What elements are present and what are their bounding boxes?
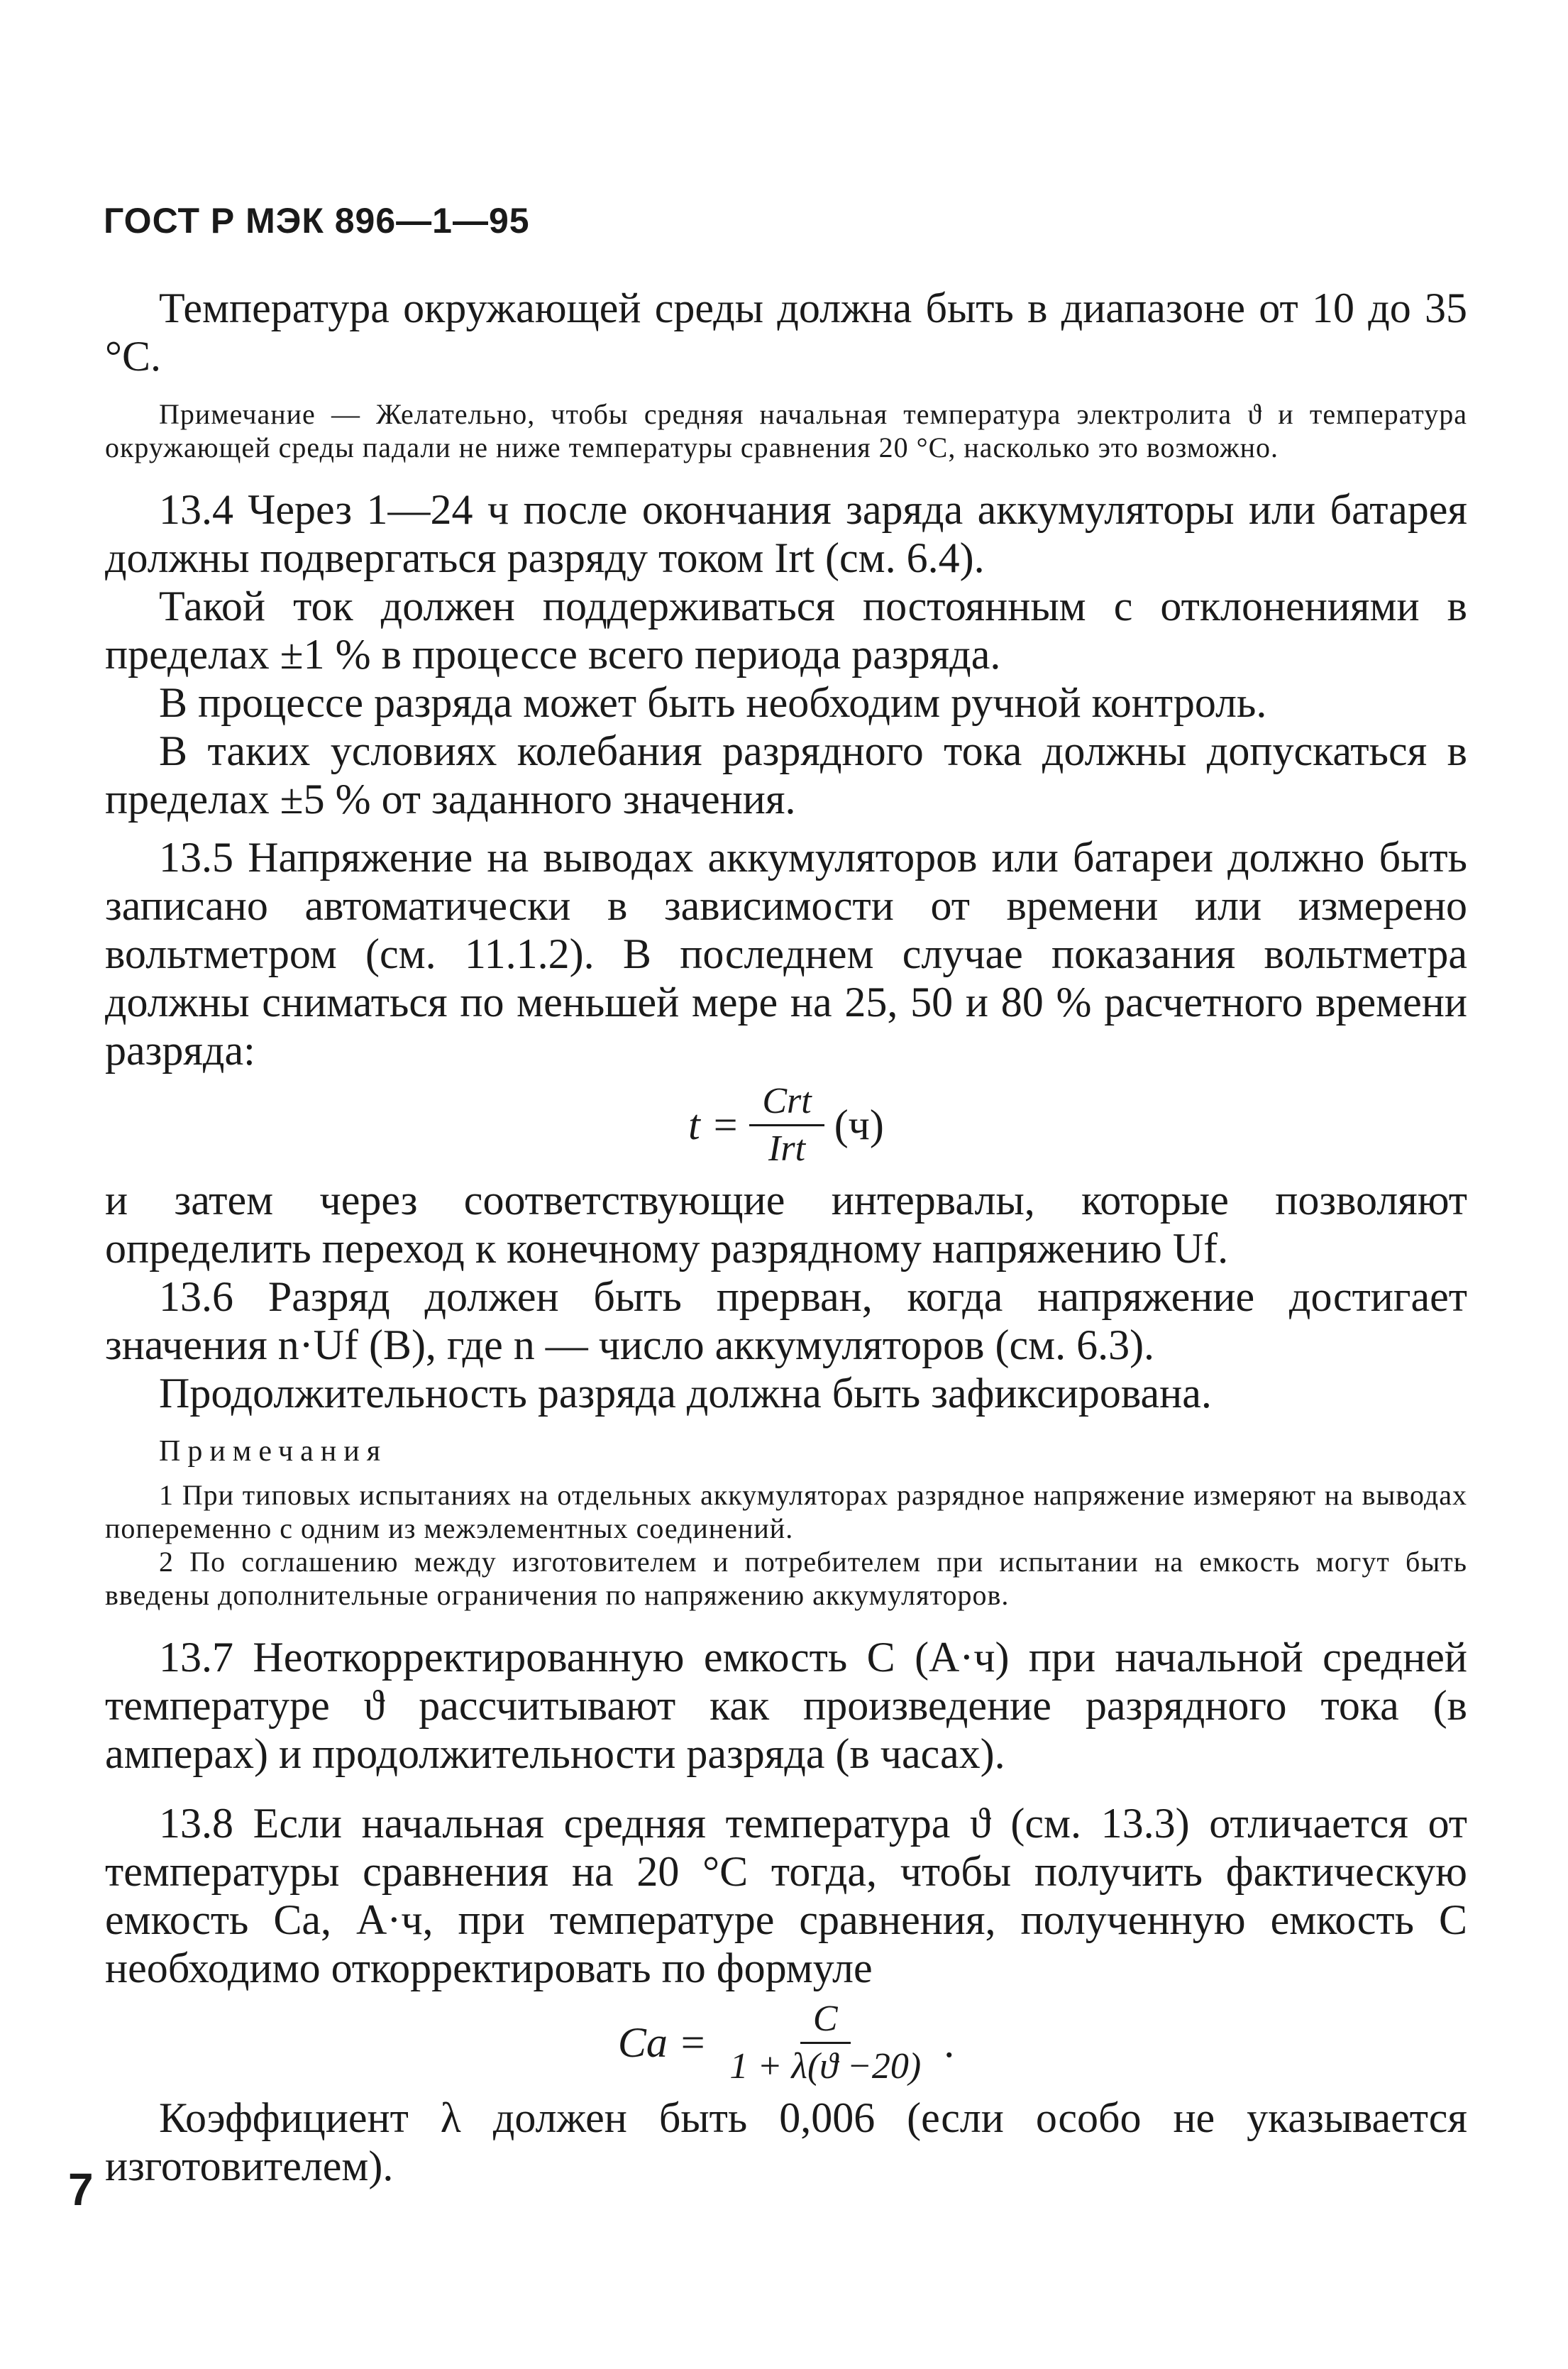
note-1: 1 При типовых испытаниях на отдельных аккумуляторах разрядное напряжение измеряют на выводах попеременно с одним из межэлементных соединений. bbox=[105, 1479, 1467, 1544]
formula2-numerator: C bbox=[800, 1998, 851, 2044]
paragraph-13-5: 13.5 Напряжение на выводах аккумуляторов или батареи должно быть записано автоматически в зависимости от времени или измерено вольтметром (см. 11.1.2). В последнем случае показания вольтметра должны сниматься по меньшей мере на 25, 50 и 80 % расчетного времени разряда: bbox=[105, 834, 1467, 1074]
formula-unit: (ч) bbox=[834, 1101, 884, 1148]
formula2-fraction bbox=[717, 1998, 934, 2088]
paragraph-13-7: 13.7 Неоткорректированную емкость С (А·ч) при начальной средней температуре ϑ рассчитывают как произведение разрядного тока (в амперах) и продолжительности разряда (в часах). bbox=[105, 1634, 1467, 1777]
paragraph-13-5-continued: и затем через соответствующие интервалы, которые позволяют определить переход к конечному разрядному напряжению Uf. bbox=[105, 1177, 1467, 1272]
paragraph-coefficient: Коэффициент λ должен быть 0,006 (если особо не указывается изготовителем). bbox=[105, 2094, 1467, 2189]
note-electrolyte-temperature: Примечание — Желательно, чтобы средняя начальная температура электролита ϑ и температура окружающей среды падали не ниже температуры сравнения 20 °С, насколько это возможно. bbox=[105, 398, 1467, 463]
paragraph-13-4: 13.4 Через 1—24 ч после окончания заряда аккумуляторы или батарея должны подвергаться разряду током Irt (см. 6.4). bbox=[105, 486, 1467, 581]
formula2-lhs: Ca = bbox=[617, 2019, 707, 2066]
formula-corrected-capacity bbox=[105, 1998, 1467, 2088]
paragraph-13-4-fluctuation: В таких условиях колебания разрядного тока должны допускаться в пределах ±5 % от заданного значения. bbox=[105, 727, 1467, 823]
paragraph-13-6: 13.6 Разряд должен быть прерван, когда напряжение достигает значения n·Uf (В), где n — число аккумуляторов (см. 6.3). bbox=[105, 1273, 1467, 1368]
formula-fraction bbox=[749, 1080, 824, 1170]
note-2: 2 По соглашению между изготовителем и потребителем при испытании на емкость могут быть введены дополнительные ограничения по напряжению аккумуляторов. bbox=[105, 1546, 1467, 1611]
paragraph-13-4-current: Такой ток должен поддерживаться постоянным с отклонениями в пределах ±1 % в процессе всего периода разряда. bbox=[105, 583, 1467, 678]
formula-denominator: Irt bbox=[768, 1128, 806, 1169]
formula-discharge-time bbox=[105, 1080, 1467, 1170]
standard-header: ГОСТ Р МЭК 896—1—95 bbox=[104, 201, 530, 241]
document-body bbox=[105, 284, 1467, 2190]
formula-numerator: Crt bbox=[749, 1080, 824, 1126]
paragraph-ambient-temperature: Температура окружающей среды должна быть в диапазоне от 10 до 35 °С. bbox=[105, 285, 1467, 380]
page-number: 7 bbox=[68, 2164, 94, 2215]
notes-heading: Примечания bbox=[159, 1435, 388, 1468]
formula2-end: . bbox=[944, 2019, 955, 2066]
paragraph-13-4-manual-control: В процессе разряда может быть необходим ручной контроль. bbox=[159, 679, 1267, 726]
formula2-denominator: 1 + λ(ϑ −20) bbox=[729, 2046, 922, 2087]
paragraph-13-6-duration: Продолжительность разряда должна быть зафиксирована. bbox=[159, 1370, 1212, 1417]
formula-lhs: t = bbox=[688, 1101, 740, 1148]
paragraph-13-8: 13.8 Если начальная средняя температура ϑ (см. 13.3) отличается от температуры сравнения на 20 °С тогда, чтобы получить фактическую емкость Са, А·ч, при температуре сравнения, полученную емкость С необходимо откорректировать по формуле bbox=[105, 1800, 1467, 1991]
